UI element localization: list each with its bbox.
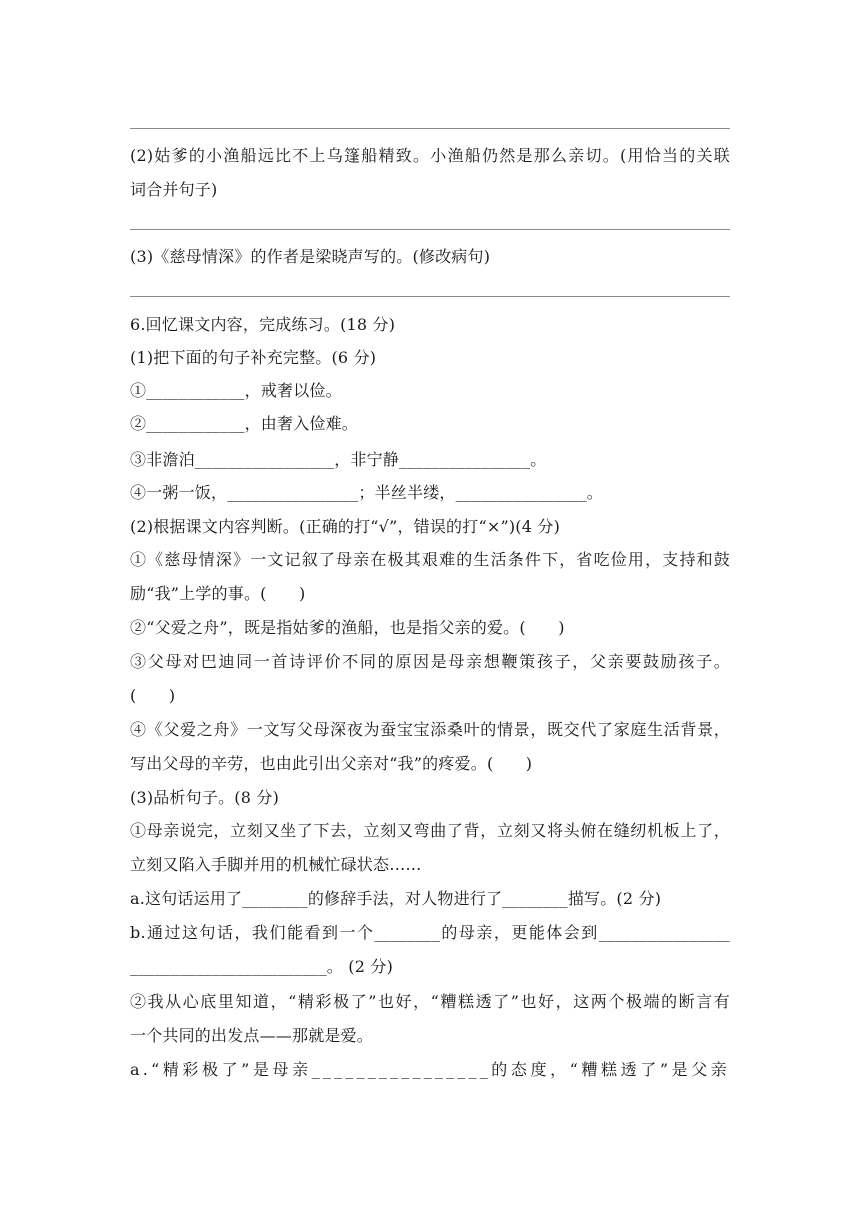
q5-item2-line2: 词合并句子)	[130, 180, 218, 199]
sentence-2-question-a: a.“精彩极了”是母亲________________的态度，“糟糕透了”是父亲	[130, 1060, 730, 1079]
judge-item-3-line1: ③父母对巴迪同一首诗评价不同的原因是母亲想鞭策孩子，父亲要鼓励孩子。	[130, 652, 730, 671]
sentence-2-line1: ②我从心底里知道，“精彩极了”也好，“糟糕透了”也好，这两个极端的断言有	[130, 992, 730, 1011]
fill-item-4: ④一粥一饭，________________；半丝半缕，________________。	[130, 483, 604, 502]
q6-part2-heading: (2)根据课文内容判断。(正确的打“√”，错误的打“×”)(4 分)	[130, 517, 561, 536]
q5-item3: (3)《慈母情深》的作者是梁晓声写的。(修改病句)	[130, 247, 491, 266]
fill-item-3: ③非澹泊_________________，非宁静________________。	[130, 450, 547, 469]
q6-part1-heading: (1)把下面的句子补充完整。(6 分)	[130, 348, 377, 367]
judge-item-2: ②“父爱之舟”，既是指姑爹的渔船，也是指父亲的爱。( )	[130, 618, 565, 637]
sentence-1-question-a: a.这句话运用了________的修辞手法，对人物进行了________描写。(2 分)	[130, 889, 662, 908]
sentence-1-line2: 立刻又陷入手脚并用的机械忙碌状态……	[130, 855, 422, 874]
sentence-1-line1: ①母亲说完，立刻又坐了下去，立刻又弯曲了背，立刻又将头俯在缝纫机板上了，	[130, 821, 730, 840]
answer-line	[130, 128, 730, 129]
fill-item-1: ①____________，戒奢以俭。	[130, 381, 342, 400]
judge-item-4-line2: 写出父母的辛劳，也由此引出父亲对“我”的疼爱。( )	[130, 754, 533, 773]
judge-item-4-line1: ④《父爱之舟》一文写父母深夜为蚕宝宝添桑叶的情景，既交代了家庭生活背景，	[130, 720, 730, 739]
q6-part3-heading: (3)品析句子。(8 分)	[130, 788, 280, 807]
q6-title: 6.回忆课文内容，完成练习。(18 分)	[130, 315, 396, 334]
judge-item-1-line2: 励“我”上学的事。( )	[130, 584, 306, 603]
sentence-1-question-b-line1: b.通过这句话，我们能看到一个________的母亲，更能体会到________________	[130, 923, 730, 942]
judge-item-3-line2: ( )	[130, 686, 176, 705]
answer-line	[130, 296, 730, 297]
fill-item-2: ②____________，由奢入俭难。	[130, 414, 359, 433]
sentence-1-question-b-line2: ________________________。 (2 分)	[130, 957, 394, 976]
answer-line	[130, 229, 730, 230]
judge-item-1-line1: ①《慈母情深》一文记叙了母亲在极其艰难的生活条件下，省吃俭用，支持和鼓	[130, 550, 730, 569]
sentence-2-line2: 一个共同的出发点——那就是爱。	[130, 1026, 374, 1045]
q5-item2-line1: (2)姑爹的小渔船远比不上乌篷船精致。小渔船仍然是那么亲切。(用恰当的关联	[130, 146, 730, 165]
